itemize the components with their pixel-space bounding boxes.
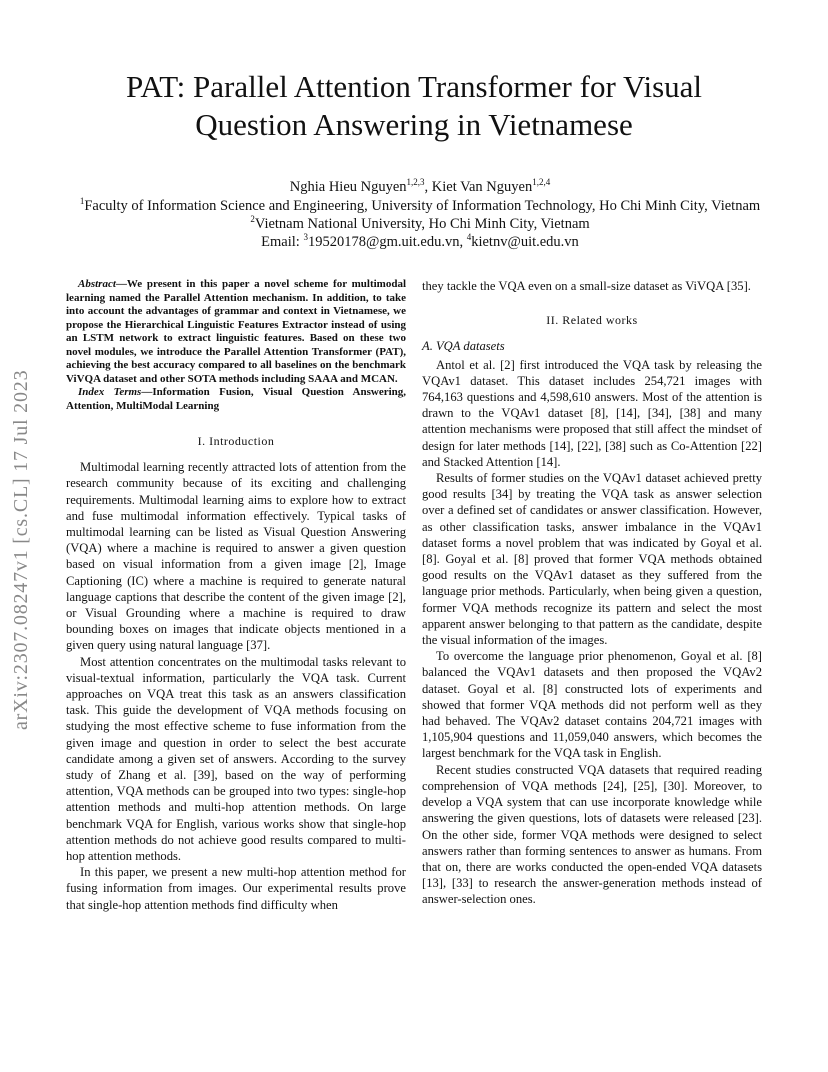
author-affil-sup: 1,2,4 bbox=[532, 177, 551, 188]
related-paragraph-4: Recent studies constructed VQA datasets that required reading comprehension of VQA methods [24], [25], [30]. Moreover, to develop a VQA system that can use incorporate knowledge while answering the given questions, lots of datasets were released [23]. On the other side, former VQA methods were designed to select answers rather than forming sentences to answer as humans. From that on, there are works conducted the open-ended VQA datasets [13], [33] to research the answer-generation methods instead of answer-selection ones. bbox=[422, 762, 762, 907]
right-column bbox=[422, 278, 762, 908]
email-line bbox=[40, 233, 800, 251]
affiliation-2 bbox=[40, 215, 800, 233]
abstract-text: —We present in this paper a novel scheme for multimodal learning named the Parallel Attention mechanism. In addition, to take into account the advantages of grammar and context in Vietnamese, we propose the Hierarchical Linguistic Features Extractor instead of using an LSTM network to extract linguistic features. Based on these two novel modules, we introduce the Parallel Attention Transformer (PAT), achieving the best accuracy compared to all baselines on the benchmark ViVQA dataset and other SOTA methods including SAAA and MCAN. bbox=[66, 278, 406, 385]
email-sup: 4 bbox=[466, 232, 472, 243]
author-list bbox=[40, 178, 800, 196]
author-name: Nghia Hieu Nguyen bbox=[289, 179, 407, 195]
email-address[interactable]: 19520178@gm.uit.edu.vn, bbox=[307, 234, 467, 250]
affil-sup: 1 bbox=[79, 196, 85, 207]
section-heading-introduction: I. Introduction bbox=[197, 434, 275, 448]
related-paragraph-1: Antol et al. [2] first introduced the VQA task by releasing the VQAv1 dataset. This dataset includes 254,721 images with 764,163 questions and 4,598,610 answers. Most of the attention is drawn to the VQAv1 dataset [8], [14], [34], [38] and many attention mechanisms were proposed that still affect the mindset of design for later methods [14], [22], [38] such as Co-Attention [22] and Stacked Attention [14]. bbox=[422, 357, 762, 469]
index-terms-text: —Information Fusion, Visual Question Answering, Attention, MultiModal Learning bbox=[66, 386, 407, 412]
paper-title: PAT: Parallel Attention Transformer for Visual Question Answering in Vietnamese bbox=[125, 69, 703, 142]
email-sup: 3 bbox=[303, 232, 308, 243]
intro-paragraph-3: In this paper, we present a new multi-hop attention method for fusing information from images. Our experimental results prove that single-hop attention methods find difficulty when bbox=[66, 865, 406, 912]
intro-paragraph-2: Most attention concentrates on the multimodal tasks relevant to visual-textual information, particularly the VQA task. Current approaches on VQA treat this task as an answers classification task. This guide the development of VQA methods focusing on studying the most effective scheme to fuse information from the given image and question in order to select the best accurate candidate among a given set of answers. According to the survey study of Zhang et al. [39], based on the way of performing attention, VQA methods can be grouped into two types: single-hop attention methods and multi-hop attention methods. On large benchmark VQA for English, various works show that single-hop attention methods do not achieve good results compared to multi-hop attention methods. bbox=[66, 654, 406, 864]
left-column bbox=[66, 278, 406, 913]
author-affil-sup: 1,2,3 bbox=[406, 177, 425, 188]
abstract bbox=[66, 278, 406, 386]
intro-paragraph-3-continued: they tackle the VQA even on a small-size dataset as ViVQA [35]. bbox=[422, 279, 751, 293]
affil-sup: 2 bbox=[250, 214, 255, 225]
affiliation-1 bbox=[40, 197, 800, 215]
related-paragraph-3: To overcome the language prior phenomenon, Goyal et al. [8] balanced the VQAv1 datasets and then proposed the VQAv2 dataset. Goyal et al. [8] constructed lots of experiments and showed that former VQA methods did not perform well as they had behaved. The VQAv2 dataset contains 204,721 images with 1,105,904 questions and 11,059,040 answers, which becomes the largest benchmark for the VQA task in English. bbox=[422, 649, 762, 761]
index-terms bbox=[66, 386, 406, 413]
arxiv-stamp: arXiv:2307.08247v1 [cs.CL] 17 Jul 2023 bbox=[10, 369, 32, 730]
intro-paragraph-1: Multimodal learning recently attracted lots of attention from the research community because of its exciting and challenging requirements. Multimodal learning aims to explore how to extract and fuse multimodal information effectively. Typical tasks of multimodal learning can be listed as Visual Question Answering (VQA) where a machine is required to answer a given question based on visual information from a given image [2], Image Captioning (IC) where a machine is required to generate natural language captions that describe the content of the given image [2], or Visual Grounding where a machine is required to draw bounding boxes on images that indicate objects mentioned in a given query using natural language [37]. bbox=[66, 460, 406, 653]
affiliation-text: Vietnam National University, Ho Chi Minh City, Vietnam bbox=[254, 216, 590, 232]
index-terms-label: Index Terms bbox=[78, 386, 142, 398]
author-name: Kiet Van Nguyen bbox=[431, 179, 533, 195]
email-address[interactable]: kietnv@uit.edu.vn bbox=[471, 234, 579, 250]
abstract-label: Abstract bbox=[78, 278, 116, 290]
author-separator: , bbox=[424, 179, 432, 195]
subsection-heading-vqa-datasets: A. VQA datasets bbox=[422, 339, 505, 354]
section-heading-related-works: II. Related works bbox=[546, 313, 638, 328]
email-label: Email: bbox=[261, 234, 304, 250]
related-paragraph-2: Results of former studies on the VQAv1 dataset achieved pretty good results [34] by treating the VQA task as answer selection over a defined set of candidates or answer classification. However, as other classification tasks, answer imbalance in the VQAv1 dataset forms a novel problem that was indicated by Goyal et al. [8]. Goyal et al. [8] proved that former VQA methods obtained good results on the VQAv1 dataset as they suffered from the language prior methods. Particularly, when being given a question, former VQA methods recognize its pattern and select the most apparent answer belonging to that pattern as the candidate, despite the visual information of the images. bbox=[422, 471, 762, 648]
affiliation-text: Faculty of Information Science and Engineering, University of Information Technology, Ho Chi Minh City, Vietnam bbox=[84, 198, 761, 214]
